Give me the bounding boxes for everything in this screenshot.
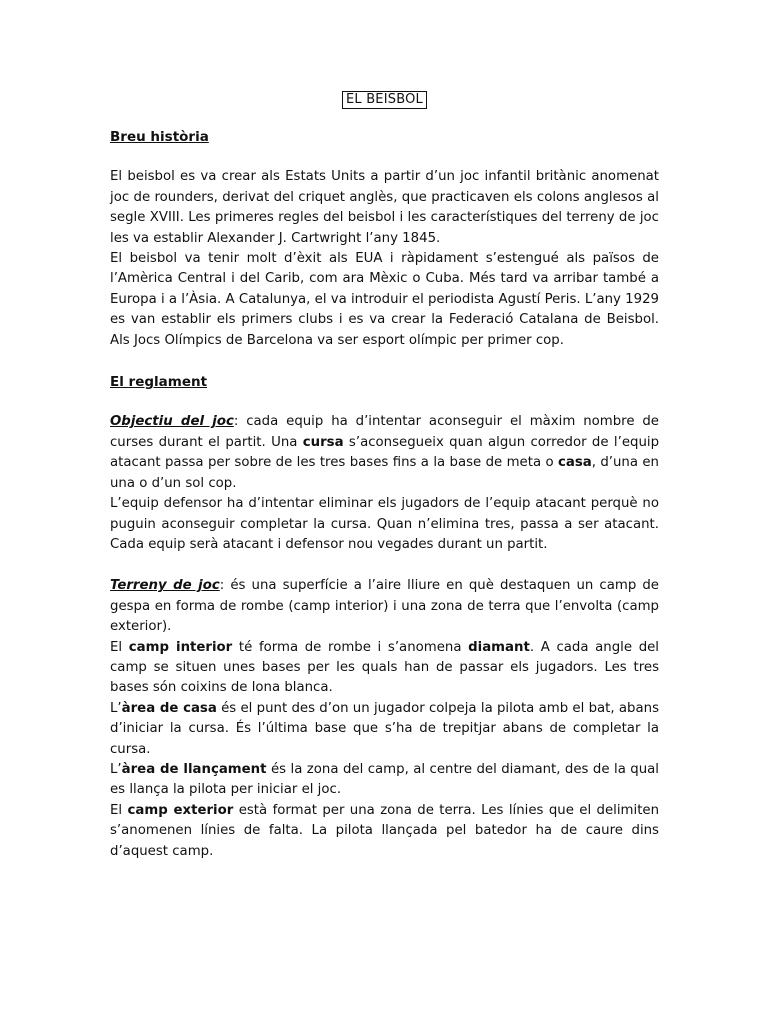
term-camp-exterior: camp exterior bbox=[127, 802, 234, 818]
rules-defender-paragraph: L’equip defensor ha d’intentar eliminar els jugadors de l’equip atacant perquè no puguin aconseguir completar la cursa. Quan n’elimina tres, passa a ser atacant. Cada equip serà atacant i defensor nou vegades durant un partit. bbox=[110, 496, 659, 552]
rules-pitch-area-paragraph: L’àrea de llançament és la zona del camp, al centre del diamant, des de la qual es llança la pilota per iniciar el joc. bbox=[110, 761, 660, 798]
document-title: EL BEISBOL bbox=[342, 91, 427, 109]
term-camp-interior: camp interior bbox=[128, 639, 233, 655]
history-paragraph-2: El beisbol va tenir molt d’èxit als EUA i ràpidament s’estengué als països de l’Amèrica Central i del Carib, com ara Mèxic o Cuba. Més tard va arribar també a Europa i a l’Àsia. A Catalunya, el va introduir el periodista Agustí Peris. L’any 1929 es van establir els primers clubs i es va crear la Federació Catalana de Beisbol. Als Jocs Olímpics de Barcelona va ser esport olímpic per primer cop. bbox=[110, 251, 659, 348]
rules-exterior-paragraph: El camp exterior està format per una zona de terra. Les línies que el delimiten s’anomenen línies de falta. La pilota llançada pel batedor ha de caure dins d’aquest camp. bbox=[110, 802, 660, 859]
document-title-wrapper bbox=[110, 88, 659, 109]
rules-home-area-paragraph: L’àrea de casa és el punt des d’on un jugador colpeja la pilota amb el bat, abans d’iniciar la cursa. És l’última base que s’ha de trepitjar abans de completar la cursa. bbox=[110, 700, 659, 757]
term-area-llancament: àrea de llançament bbox=[121, 761, 267, 777]
section-heading-history: Breu història bbox=[110, 129, 209, 145]
term-terreny: Terreny de joc bbox=[110, 578, 220, 594]
term-casa: casa bbox=[557, 455, 592, 471]
rules-interior-paragraph: El camp interior té forma de rombe i s’anomena diamant. A cada angle del camp se situen unes bases per les quals han de passar els jugadors. Les tres bases són coixins de lona blanca. bbox=[110, 639, 660, 696]
rules-objective-paragraph: Objectiu del joc: cada equip ha d’intentar aconseguir el màxim nombre de curses durant el partit. Una cursa s’aconsegueix quan algun corredor de l’equip atacant passa per sobre de les tres bases fins a la base de meta o casa, d’una en una o d’un sol cop. bbox=[110, 414, 660, 491]
term-area-casa: àrea de casa bbox=[121, 700, 217, 716]
section-heading-rules: El reglament bbox=[110, 374, 208, 391]
term-objectiu: Objectiu del joc bbox=[110, 414, 234, 430]
document-page bbox=[110, 88, 659, 862]
term-diamant: diamant bbox=[468, 639, 530, 655]
term-cursa: cursa bbox=[302, 434, 344, 450]
history-paragraph-1: El beisbol es va crear als Estats Units a partir d’un joc infantil britànic anomenat joc de rounders, derivat del criquet anglès, que practicaven els colons anglesos al segle XVIII. Les primeres regles del beisbol i les característiques del terreny de joc les va establir Alexander J. Cartwright l’any 1845. bbox=[110, 169, 659, 246]
rules-field-paragraph: Terreny de joc: és una superfície a l’aire lliure en què destaquen un camp de gespa en forma de rombe (camp interior) i una zona de terra que l’envolta (camp exterior). bbox=[110, 578, 659, 635]
